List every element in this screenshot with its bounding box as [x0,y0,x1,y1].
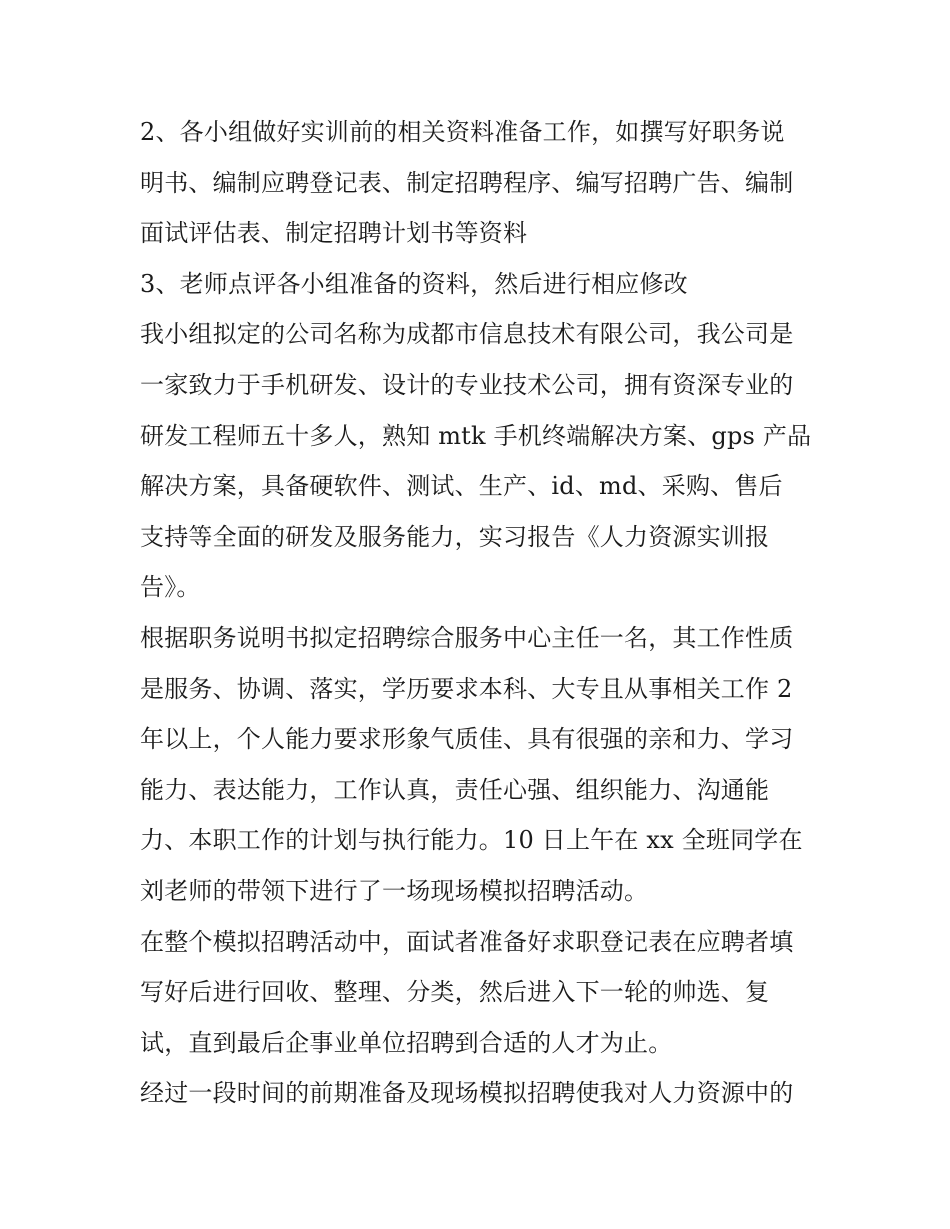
text-line: 根据职务说明书拟定招聘综合服务中心主任一名，其工作性质 [140,623,794,652]
document-body [140,107,820,1119]
text-line: 明书、编制应聘登记表、制定招聘程序、编写招聘广告、编制 [140,168,794,197]
text-line: 研发工程师五十多人，熟知 mtk 手机终端解决方案、gps 产品 [140,421,812,450]
text-line: 解决方案，具备硬软件、测试、生产、id、md、采购、售后 [140,472,783,501]
text-line: 一家致力于手机研发、设计的专业技术公司，拥有资深专业的 [140,370,794,399]
text-line: 告》。 [140,573,201,602]
text-line: 是服务、协调、落实，学历要求本科、大专且从事相关工作 2 [140,674,793,703]
text-line: 在整个模拟招聘活动中，面试者准备好求职登记表在应聘者填 [140,927,794,956]
text-line: 经过一段时间的前期准备及现场模拟招聘使我对人力资源中的 [140,1079,794,1108]
text-line: 3、老师点评各小组准备的资料，然后进行相应修改 [140,269,688,298]
text-line: 我小组拟定的公司名称为成都市信息技术有限公司，我公司是 [140,320,794,349]
text-line: 2、各小组做好实训前的相关资料准备工作，如撰写好职务说 [140,118,785,146]
text-line: 年以上，个人能力要求形象气质佳、具有很强的亲和力、学习 [140,725,794,754]
text-line: 力、本职工作的计划与执行能力。10 日上午在 xx 全班同学在 [140,826,803,855]
text-line: 支持等全面的研发及服务能力，实习报告《人力资源实训报 [140,522,770,551]
text-line: 试，直到最后企事业单位招聘到合适的人才为止。 [140,1028,673,1057]
text-line: 能力、表达能力，工作认真，责任心强、组织能力、沟通能 [140,775,770,804]
text-line: 刘老师的带领下进行了一场现场模拟招聘活动。 [140,876,649,905]
text-line: 写好后进行回收、整理、分类，然后进入下一轮的帅选、复 [140,978,770,1007]
text-line: 面试评估表、制定招聘计划书等资料 [140,219,528,248]
